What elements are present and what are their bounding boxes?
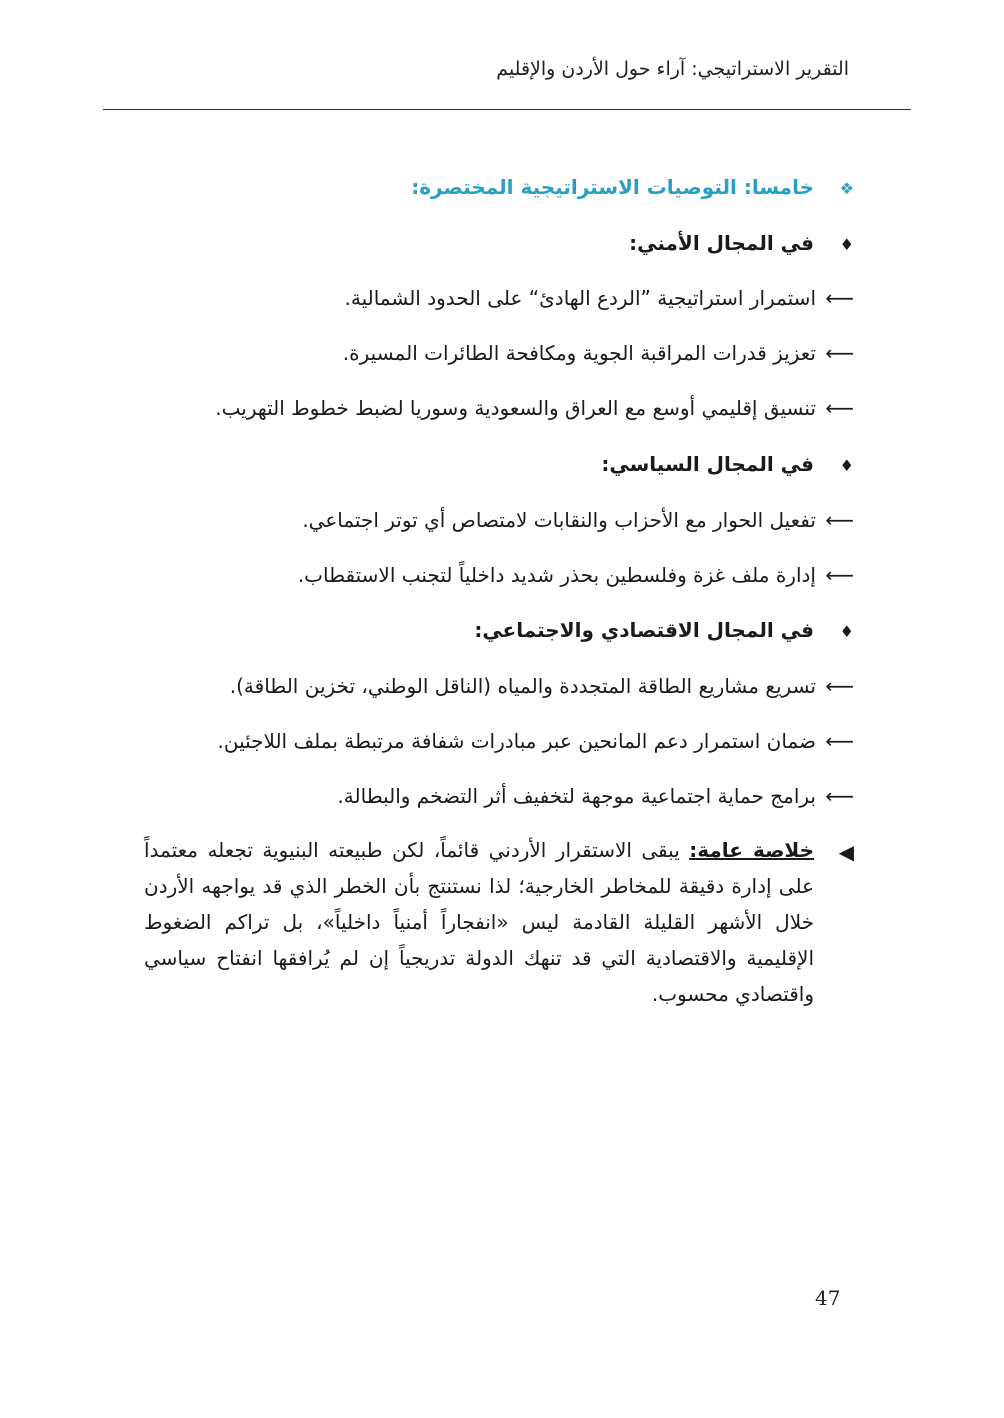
list-item-text: برامج حماية اجتماعية موجهة لتخفيف أثر التضخم والبطالة. (337, 784, 816, 808)
arrow-left-icon: ⟵ (825, 729, 854, 753)
subsection-title: في المجال السياسي: (601, 452, 814, 476)
list-item (218, 726, 854, 756)
list-item (230, 671, 854, 701)
summary-paragraph (144, 832, 854, 1012)
list-item-text: ضمان استمرار دعم المانحين عبر مبادرات شفافة مرتبطة بملف اللاجئين. (217, 729, 816, 753)
diamond-bullet-icon: ♦ (839, 622, 854, 641)
header-divider (103, 109, 911, 110)
list-item-text: تعزيز قدرات المراقبة الجوية ومكافحة الطائرات المسيرة. (342, 341, 816, 365)
summary-body (144, 832, 814, 1012)
list-item-text: تفعيل الحوار مع الأحزاب والنقابات لامتصاص أي توتر اجتماعي. (302, 508, 816, 532)
list-item (302, 505, 854, 535)
list-item (345, 283, 855, 313)
arrow-left-icon: ⟵ (825, 784, 854, 808)
page-number: 47 (815, 1286, 841, 1310)
list-item-text: إدارة ملف غزة وفلسطين بحذر شديد داخلياً لتجنب الاستقطاب. (297, 563, 816, 587)
subsection-title: في المجال الاقتصادي والاجتماعي: (474, 618, 814, 642)
section-title-text: خامسا: التوصيات الاستراتيجية المختصرة: (411, 175, 814, 199)
arrow-left-icon: ⟵ (825, 396, 854, 420)
list-item (298, 560, 854, 590)
arrow-left-icon: ⟵ (825, 341, 854, 365)
summary-text: يبقى الاستقرار الأردني قائماً، لكن طبيعته البنيوية تجعله معتمداً على إدارة دقيقة للمخاطر الخارجية؛ لذا نستنتج بأن الخطر الذي قد يواجهه الأردن خلال الأشهر القليلة القادمة ليس «انفجاراً أمنياً داخلياً»، بل تراكم الضغوط الإقليمية والاقتصادية التي قد تنهك الدولة تدريجياً إن لم يُرافقها انفتاح سياسي واقتصادي محسوب. (144, 838, 814, 1006)
subsection-heading-security (629, 228, 854, 260)
subsection-heading-economic-social (474, 615, 854, 647)
arrow-left-icon: ⟵ (825, 508, 854, 532)
arrow-left-icon: ⟵ (825, 286, 854, 310)
subsection-title: في المجال الأمني: (629, 231, 814, 255)
arrow-left-icon: ⟵ (825, 674, 854, 698)
arrow-left-icon: ⟵ (825, 563, 854, 587)
diamond-ornament-icon: ❖ (839, 179, 854, 198)
list-item (215, 393, 854, 423)
list-item-text: تنسيق إقليمي أوسع مع العراق والسعودية وسوريا لضبط خطوط التهريب. (215, 396, 816, 420)
diamond-bullet-icon: ♦ (839, 456, 854, 475)
list-item-text: تسريع مشاريع الطاقة المتجددة والمياه (الناقل الوطني، تخزين الطاقة). (229, 674, 816, 698)
triangle-left-icon: ◀ (838, 840, 854, 864)
list-item (337, 781, 854, 811)
subsection-heading-political (601, 449, 854, 481)
section-title (411, 172, 854, 204)
summary-label: خلاصة عامة: (689, 838, 815, 862)
list-item (343, 338, 854, 368)
list-item-text: استمرار استراتيجية ”الردع الهادئ“ على الحدود الشمالية. (344, 286, 816, 310)
diamond-bullet-icon: ♦ (839, 235, 854, 254)
running-header: التقرير الاستراتيجي: آراء حول الأردن والإقليم (496, 58, 849, 80)
